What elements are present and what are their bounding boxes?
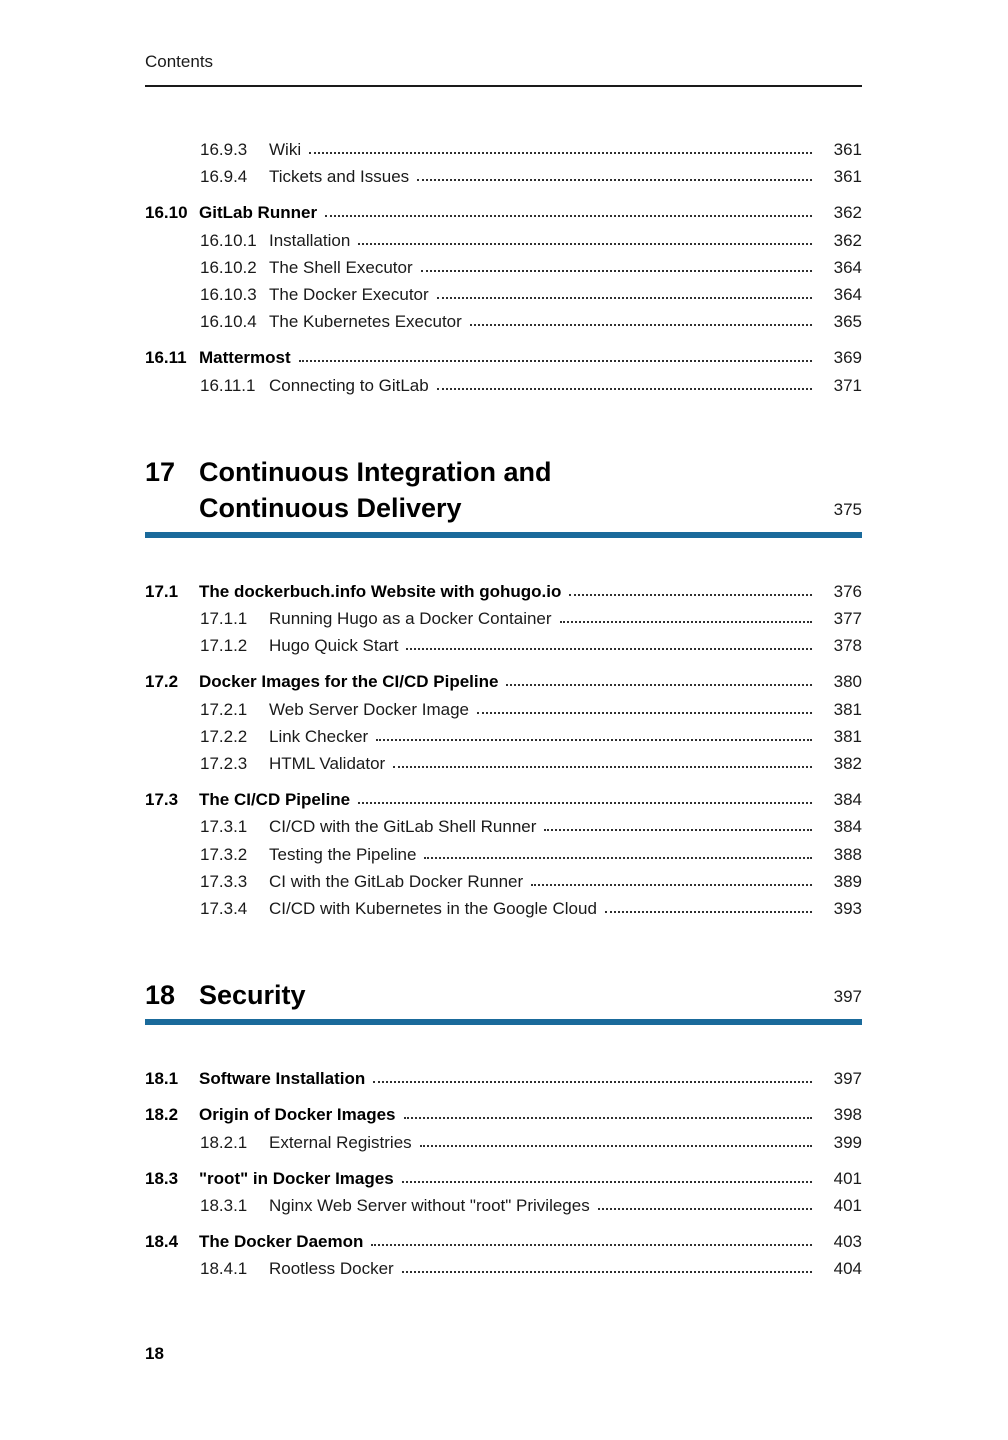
entry-page-number: 376 bbox=[833, 581, 862, 601]
entry-title: GitLab Runner bbox=[199, 203, 318, 223]
entry-page-number: 365 bbox=[833, 312, 862, 332]
chapter-title bbox=[199, 977, 306, 1013]
toc-entry bbox=[145, 1228, 862, 1255]
entry-page-number: 384 bbox=[833, 817, 862, 837]
entry-title: Software Installation bbox=[199, 1069, 366, 1089]
dot-leader bbox=[424, 857, 812, 859]
toc-entry bbox=[145, 786, 862, 813]
entry-number: 17.3.3 bbox=[200, 871, 248, 891]
entry-number: 16.9.3 bbox=[200, 140, 248, 159]
toc-group bbox=[145, 344, 862, 398]
chapter-title-line: Security bbox=[199, 980, 306, 1011]
entry-title: HTML Validator bbox=[269, 754, 386, 774]
dot-leader bbox=[402, 1181, 812, 1183]
entry-number: 18.4.1 bbox=[200, 1259, 248, 1279]
dot-leader bbox=[406, 648, 812, 650]
entry-page-number: 361 bbox=[833, 140, 862, 159]
entry-number: 18.3.1 bbox=[200, 1196, 248, 1216]
entry-title: The dockerbuch.info Website with gohugo.io bbox=[199, 581, 562, 601]
entry-number: 16.11 bbox=[145, 348, 187, 368]
toc-entry bbox=[145, 578, 862, 605]
running-header-title: Contents bbox=[145, 52, 214, 71]
toc-entry bbox=[145, 254, 862, 281]
entry-number: 18.1 bbox=[145, 1069, 179, 1089]
entry-title: Mattermost bbox=[199, 348, 291, 368]
toc-group bbox=[145, 1228, 862, 1282]
dot-leader bbox=[560, 621, 812, 623]
entry-page-number: 378 bbox=[833, 636, 862, 656]
entry-number: 17.2.1 bbox=[200, 699, 248, 719]
entry-title: Connecting to GitLab bbox=[269, 375, 429, 395]
entry-title: Link Checker bbox=[269, 726, 369, 746]
chapter-heading bbox=[145, 454, 862, 538]
dot-leader bbox=[470, 324, 812, 326]
dot-leader bbox=[605, 911, 812, 913]
entry-title: Tickets and Issues bbox=[269, 167, 410, 187]
chapter-page-number: 375 bbox=[833, 499, 862, 519]
toc-entry bbox=[145, 281, 862, 308]
toc-entry bbox=[145, 163, 862, 190]
dot-leader bbox=[404, 1117, 813, 1119]
page-header bbox=[145, 52, 862, 87]
entry-number: 16.10.3 bbox=[200, 285, 257, 305]
chapter-title bbox=[199, 454, 551, 526]
toc-entry bbox=[145, 750, 862, 777]
entry-page-number: 377 bbox=[833, 609, 862, 629]
chapter-heading bbox=[145, 977, 862, 1025]
toc-entry bbox=[145, 308, 862, 335]
dot-leader bbox=[506, 684, 812, 686]
header-rule bbox=[145, 85, 862, 87]
entry-title: The Docker Executor bbox=[269, 285, 429, 305]
entry-title: External Registries bbox=[269, 1132, 412, 1152]
entry-page-number: 384 bbox=[833, 790, 862, 810]
entry-number: 17.3.1 bbox=[200, 817, 248, 837]
entry-number: 16.11.1 bbox=[200, 375, 256, 395]
toc-group bbox=[145, 1065, 862, 1092]
toc-entry bbox=[145, 1129, 862, 1156]
entry-page-number: 397 bbox=[833, 1069, 862, 1089]
chapter-number: 17 bbox=[145, 456, 176, 487]
entry-page-number: 389 bbox=[833, 871, 862, 891]
toc-group bbox=[145, 786, 862, 922]
entry-title: Hugo Quick Start bbox=[269, 636, 399, 656]
toc-entry bbox=[145, 199, 862, 226]
dot-leader bbox=[569, 594, 812, 596]
entry-title: Origin of Docker Images bbox=[199, 1105, 396, 1125]
entry-number: 18.2 bbox=[145, 1105, 179, 1125]
entry-page-number: 362 bbox=[833, 230, 862, 250]
entry-title: The Kubernetes Executor bbox=[269, 312, 462, 332]
toc-entry bbox=[145, 372, 862, 399]
entry-title: "root" in Docker Images bbox=[199, 1168, 394, 1188]
chapter-heading-row bbox=[145, 977, 862, 1013]
entry-number: 16.9.4 bbox=[200, 167, 248, 187]
table-of-contents bbox=[145, 136, 862, 1283]
toc-group bbox=[145, 578, 862, 660]
toc-entry bbox=[145, 605, 862, 632]
entry-page-number: 380 bbox=[833, 672, 862, 692]
chapter-accent-rule bbox=[145, 532, 862, 538]
entry-title: Rootless Docker bbox=[269, 1259, 394, 1279]
dot-leader bbox=[417, 179, 812, 181]
entry-page-number: 381 bbox=[833, 699, 862, 719]
entry-page-number: 393 bbox=[833, 899, 862, 919]
toc-entry bbox=[145, 1192, 862, 1219]
entry-number: 18.4 bbox=[145, 1232, 179, 1252]
entry-number: 17.3.2 bbox=[200, 844, 248, 864]
entry-title: CI/CD with the GitLab Shell Runner bbox=[269, 817, 537, 837]
dot-leader bbox=[477, 712, 812, 714]
entry-page-number: 401 bbox=[833, 1168, 862, 1188]
entry-number: 18.2.1 bbox=[200, 1132, 248, 1152]
entry-number: 16.10.1 bbox=[200, 230, 257, 250]
toc-entry bbox=[145, 227, 862, 254]
toc-entry bbox=[145, 632, 862, 659]
dot-leader bbox=[325, 215, 812, 217]
toc-group bbox=[145, 1165, 862, 1219]
entry-page-number: 404 bbox=[833, 1259, 862, 1279]
entry-title: The Docker Daemon bbox=[199, 1232, 364, 1252]
dot-leader bbox=[544, 829, 812, 831]
page-number: 18 bbox=[145, 1344, 164, 1363]
entry-page-number: 398 bbox=[833, 1105, 862, 1125]
entry-title: Nginx Web Server without "root" Privileges bbox=[269, 1196, 590, 1216]
dot-leader bbox=[437, 297, 812, 299]
entry-number: 16.10.2 bbox=[200, 257, 257, 277]
entry-number: 16.10.4 bbox=[200, 312, 257, 332]
entry-page-number: 362 bbox=[833, 203, 862, 223]
toc-entry bbox=[145, 723, 862, 750]
toc-entry bbox=[145, 696, 862, 723]
entry-title: The CI/CD Pipeline bbox=[199, 790, 351, 810]
toc-entry bbox=[145, 813, 862, 840]
entry-page-number: 369 bbox=[833, 348, 862, 368]
toc-group bbox=[145, 136, 862, 190]
dot-leader bbox=[437, 388, 812, 390]
entry-title: The Shell Executor bbox=[269, 257, 413, 277]
entry-number: 17.1.2 bbox=[200, 636, 248, 656]
entry-page-number: 361 bbox=[833, 167, 862, 187]
dot-leader bbox=[402, 1271, 812, 1273]
dot-leader bbox=[598, 1208, 812, 1210]
chapter-title-line: Continuous Integration and bbox=[199, 456, 552, 487]
entry-page-number: 388 bbox=[833, 844, 862, 864]
dot-leader bbox=[309, 152, 812, 154]
entry-title: Wiki bbox=[269, 140, 302, 159]
entry-number: 17.2.3 bbox=[200, 754, 248, 774]
entry-number: 16.10 bbox=[145, 203, 188, 223]
dot-leader bbox=[531, 884, 812, 886]
entry-page-number: 382 bbox=[833, 754, 862, 774]
entry-number: 17.1.1 bbox=[200, 609, 248, 629]
entry-number: 17.1 bbox=[145, 581, 179, 601]
entry-page-number: 399 bbox=[833, 1132, 862, 1152]
entry-title: Docker Images for the CI/CD Pipeline bbox=[199, 672, 499, 692]
entry-number: 17.2 bbox=[145, 672, 179, 692]
dot-leader bbox=[393, 766, 812, 768]
entry-number: 17.3 bbox=[145, 790, 179, 810]
chapter-title-line: Continuous Delivery bbox=[199, 492, 462, 523]
chapter-number: 18 bbox=[145, 980, 176, 1011]
entry-title: Installation bbox=[269, 230, 351, 250]
entry-number: 18.3 bbox=[145, 1168, 179, 1188]
dot-leader bbox=[358, 243, 812, 245]
toc-entry bbox=[145, 344, 862, 371]
entry-page-number: 401 bbox=[833, 1196, 862, 1216]
entry-page-number: 403 bbox=[833, 1232, 862, 1252]
entry-title: CI/CD with Kubernetes in the Google Cloud bbox=[269, 899, 597, 919]
dot-leader bbox=[371, 1244, 812, 1246]
toc-group bbox=[145, 1101, 862, 1155]
toc-entry bbox=[145, 1255, 862, 1282]
dot-leader bbox=[420, 1145, 812, 1147]
toc-group bbox=[145, 668, 862, 777]
toc-entry bbox=[145, 1165, 862, 1192]
dot-leader bbox=[421, 270, 812, 272]
dot-leader bbox=[373, 1081, 812, 1083]
toc-entry bbox=[145, 868, 862, 895]
entry-title: Running Hugo as a Docker Container bbox=[269, 609, 552, 629]
toc-entry bbox=[145, 668, 862, 695]
entry-page-number: 364 bbox=[833, 285, 862, 305]
toc-group bbox=[145, 199, 862, 335]
chapter-heading-row bbox=[145, 454, 862, 526]
dot-leader bbox=[358, 802, 812, 804]
dot-leader bbox=[376, 739, 812, 741]
entry-title: Web Server Docker Image bbox=[269, 699, 469, 719]
toc-entry bbox=[145, 895, 862, 922]
entry-page-number: 381 bbox=[833, 726, 862, 746]
toc-entry bbox=[145, 136, 862, 163]
toc-entry bbox=[145, 1065, 862, 1092]
entry-title: CI with the GitLab Docker Runner bbox=[269, 871, 524, 891]
toc-entry bbox=[145, 1101, 862, 1128]
toc-entry bbox=[145, 841, 862, 868]
dot-leader bbox=[299, 360, 812, 362]
entry-number: 17.3.4 bbox=[200, 899, 248, 919]
chapter-page-number: 397 bbox=[833, 987, 862, 1007]
chapter-accent-rule bbox=[145, 1019, 862, 1025]
entry-number: 17.2.2 bbox=[200, 726, 248, 746]
entry-page-number: 364 bbox=[833, 257, 862, 277]
entry-title: Testing the Pipeline bbox=[269, 844, 417, 864]
entry-page-number: 371 bbox=[833, 375, 862, 395]
